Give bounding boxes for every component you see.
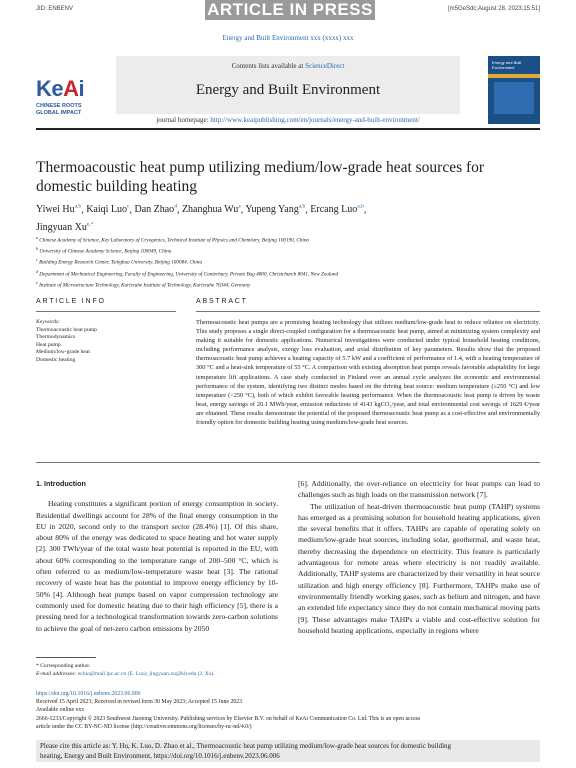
- affiliation-item: $^a$ Chinese Academy of Science, Key Laboratory of Cryogenics, Technical Institute of Physics and Chemistry, Beijing 100190, China: [36, 235, 310, 244]
- journal-name: Energy and Built Environment: [195, 82, 381, 98]
- corresponding-author-note: * Corresponding author.: [36, 663, 91, 669]
- keyword-item: Thermoacoustic heat pump: [36, 326, 97, 333]
- body-right-column: [298, 478, 540, 636]
- author-list: Yiwei Hu$^{a,b}$, Kaiqi Luo$^c$, Dan Zhao$^d$, Zhanghua Wu$^a$, Yupeng Yang$^{a,b}$, Ercang Luo$^{a,b}$, Jingyuan $Xu^{e,*}$: [36, 204, 367, 233]
- body-left-column: [36, 478, 278, 634]
- keyword-item: Domestic heating: [36, 356, 76, 363]
- author-affiliation-marker[interactable]: a,b: [298, 204, 306, 210]
- abstract-bottom-rule: [36, 462, 540, 463]
- build-stamp: [m5GeSdc;August 28, 2023;15:51]: [447, 6, 540, 12]
- keyword-item: Medium/low-grade heat: [36, 349, 90, 356]
- keai-logo[interactable]: [36, 76, 100, 117]
- author-affiliation-marker[interactable]: a,b: [74, 204, 82, 210]
- author-affiliation-marker[interactable]: e,*: [86, 221, 94, 228]
- cover-illustration: [494, 82, 534, 114]
- received-dates: Received 15 April 2023; Received in revised form 30 May 2023; Accepted 15 June 2023: [36, 699, 243, 706]
- journal-homepage-line: journal homepage: http://www.keaipublishing.com/en/journals/energy-and-built-environment/: [156, 116, 420, 124]
- article-info-heading: ARTICLE INFO: [36, 298, 106, 305]
- affiliation-item: $^e$ Institute of Microstructure Technology, Karlsruhe Institute of Technology, Karlsruhe 76344, Germany: [36, 279, 251, 289]
- cover-stripe: [488, 74, 540, 78]
- license-line-1: 2666-1233/Copyright © 2023 Southwest Jiaotong University. Publishing services by Elsevier B.V. on behalf of KeAi Communication Co. Ltd. This is an open access: [36, 715, 421, 722]
- abstract-text: Thermoacoustic heat pumps are a promising heating technology that utilizes medium/low-grade heat to reduce reliance on electricity. This study proposes a single direct-coupled configuration for a thermoacoustic heat pump, aimed at minimizing system complexity and making it suitable for domestic applications. Numerical investigations were conducted under typical household heating conditions, including performance analysis, exergy loss evaluation, and axial distribution of key parameters. Results show that the proposed thermoacoustic heat pump achieves a heating capacity of 5.7 kW and a coefficient of performance of 1.4, with a heating temperature of 300 °C and a heat-sink temperature of 55 °C. A comparison with existing absorption heat pumps reveals favorable adaptability for large temperature lift applications. A case study conducted in Finland over an annual cycle analyzes the economic and environmental performance of the system, identifying two distinct modes based on the driving heat source: medium temperature (≥250 °C) and low temperature (<250 °C), both of which exhibit favorable heating performance. When the thermoacoustic heat pump is driven by waste heat, energy savings of 20.1 MWh/year, emission reductions of 4143 kgCO₂/year, and total environmental cost savings of 1629 €/year are obtained. These results demonstrate the potential of the proposed thermoacoustic heat pump as a cost-effective and environmentally friendly option for domestic building heating using medium/low-grade heat sources.: [196, 319, 540, 427]
- sciencedirect-link[interactable]: ScienceDirect: [305, 62, 345, 70]
- author-name[interactable]: Zhanghua Wu$^a$: [181, 204, 241, 216]
- article-metadata: [36, 690, 540, 731]
- intro-paragraph-2: The utilization of heat-driven thermoacoustic heat pump (TAHP) systems has emerged as a promising solution for household heating applications, given the several benefits that it offers. TAHPs are capable of operating solely on medium/low-grade heat sources, including solar, geothermal, and waste heat, thereby decreasing the dependence on electricity. This feature is particularly advantageous for remote areas where electricity is not readily available. Additionally, TAHP systems are characterized by their versatility in heat source utilization and high energy efficiency [8]. Furthermore, TAHPs make use of environmentally friendly working gases, such as helium and nitrogen, and have an extended life expectancy since they do not contain mechanical moving parts [9]. These advantages make TAHPs a viable and cost-effective solution for household heating applications, especially in regions where: [298, 501, 540, 635]
- masthead-rule: [36, 128, 540, 130]
- author-affiliation-marker[interactable]: c: [127, 204, 130, 210]
- abstract-heading: ABSTRACT: [196, 298, 248, 305]
- affiliation-item: $^d$ Department of Mechanical Engineering, Faculty of Engineering, University of Canterbury, Private Bag 4800, Christchurch 8041, New Zealand: [36, 268, 339, 278]
- cite-this-article-box: [36, 740, 540, 762]
- contents-available-line: Contents lists available at ScienceDirect: [231, 62, 345, 70]
- article-title: Thermoacoustic heat pump utilizing medium/low-grade heat sources for domestic building heating: [36, 159, 485, 195]
- footnote-rule: [36, 657, 96, 658]
- keywords-label: Keywords:: [36, 319, 61, 325]
- article-in-press-banner: [0, 0, 576, 20]
- journal-cover-image[interactable]: [488, 56, 540, 124]
- journal-title-box: [116, 56, 460, 114]
- author-name[interactable]: Dan Zhao$^d$: [134, 204, 177, 216]
- journal-masthead: [36, 56, 540, 124]
- affiliation-item: $^c$ Building Energy Research Center, Tsinghua University, Beijing 100084, China: [36, 257, 203, 267]
- doi-link[interactable]: https://doi.org/10.1016/j.enbenv.2023.06.006: [36, 691, 141, 697]
- author-name[interactable]: Yiwei Hu$^{a,b}$: [36, 204, 82, 216]
- author-name[interactable]: Yupeng Yang$^{a,b}$: [245, 204, 306, 216]
- email-line: E-mail addresses: ecluo@mail.ipc.ac.cn (E. Luo), jingyuan.xu@kit.edu (J. Xu).: [36, 671, 215, 677]
- keywords-block: [36, 319, 156, 365]
- abstract-rule: [196, 311, 540, 312]
- author-affiliation-marker[interactable]: a,b: [357, 204, 364, 210]
- author-name[interactable]: Ercang Luo$^{a,b}$: [310, 204, 364, 216]
- keyword-item: Heat pump: [36, 341, 61, 348]
- keai-tagline: CHINESE ROOTS GLOBAL IMPACT: [36, 103, 82, 116]
- cover-title: Energy and Built Environment: [492, 60, 522, 70]
- article-info-rule: [36, 311, 176, 312]
- article-code: JID: ENBENV: [36, 6, 74, 12]
- available-online: Available online xxx: [36, 707, 85, 714]
- author-affiliation-marker[interactable]: d: [174, 204, 177, 210]
- footnote: [36, 662, 540, 678]
- cite-line-1: Please cite this article as: Y. Hu, K. Luo, D. Zhao et al., Thermoacoustic heat pump utilizing medium/low-grade heat sources for domestic building: [40, 742, 452, 750]
- license-line-2[interactable]: article under the CC BY-NC-ND license (http://creativecommons.org/licenses/by-nc-nd/4.0/): [36, 723, 252, 730]
- intro-paragraph-1: Heating constitutes a significant portion of energy consumption in society. Residential dwellings account for 28% of the final energy consumption in the EU in 2020, second only to the transport sector (28.4%) [1]. Of this share, about 80% of the energy was dedicated to space heating and hot water supply [2]. 300 TWh/year of the total waste heat potential is reported in the EU, with about 60% corresponding to the temperature range of 200–500 °C, which is often referred to as medium/low-temperature waste heat [3]. The rational recovery of waste heat has the potential to improve energy efficiency by 10-50% [4]. Although heat pumps based on vapor compression technology are commonly used for domestic heating due to their high efficiency [5], there is a pressing need for a technological transformation towards zero-carbon solutions to achieve the goal of net-zero carbon emissions by 2050: [36, 499, 278, 633]
- keyword-item: Thermodynamics: [36, 334, 76, 341]
- author-affiliation-marker[interactable]: a: [238, 204, 241, 210]
- keai-wordmark: KeAi: [36, 76, 85, 101]
- journal-citation-line[interactable]: Energy and Built Environment xxx (xxxx) xxx: [222, 34, 354, 42]
- author-name[interactable]: Jingyuan $Xu^{e,*}$: [36, 221, 94, 233]
- email-links[interactable]: ecluo@mail.ipc.ac.cn (E. Luo), jingyuan.xu@kit.edu (J. Xu).: [77, 671, 215, 677]
- author-name[interactable]: Kaiqi Luo$^c$: [86, 204, 130, 216]
- intro-paragraph-continued: [6]. Additionally, the over-reliance on electricity for heat pumps can lead to challenges such as high loads on the transmission network [7].: [298, 479, 540, 500]
- affiliation-item: $^b$ University of Chinese Academy Science, Beijing 100049, China: [36, 246, 172, 255]
- journal-homepage-link[interactable]: http://www.keaipublishing.com/en/journals/energy-and-built-environment/: [210, 116, 420, 124]
- affiliations: [36, 234, 540, 290]
- article-in-press-label: ARTICLE IN PRESS: [205, 0, 375, 20]
- cite-line-2[interactable]: heating, Energy and Built Environment, https://doi.org/10.1016/j.enbenv.2023.06.006: [40, 752, 280, 760]
- section-heading-introduction: 1. Introduction: [36, 479, 86, 488]
